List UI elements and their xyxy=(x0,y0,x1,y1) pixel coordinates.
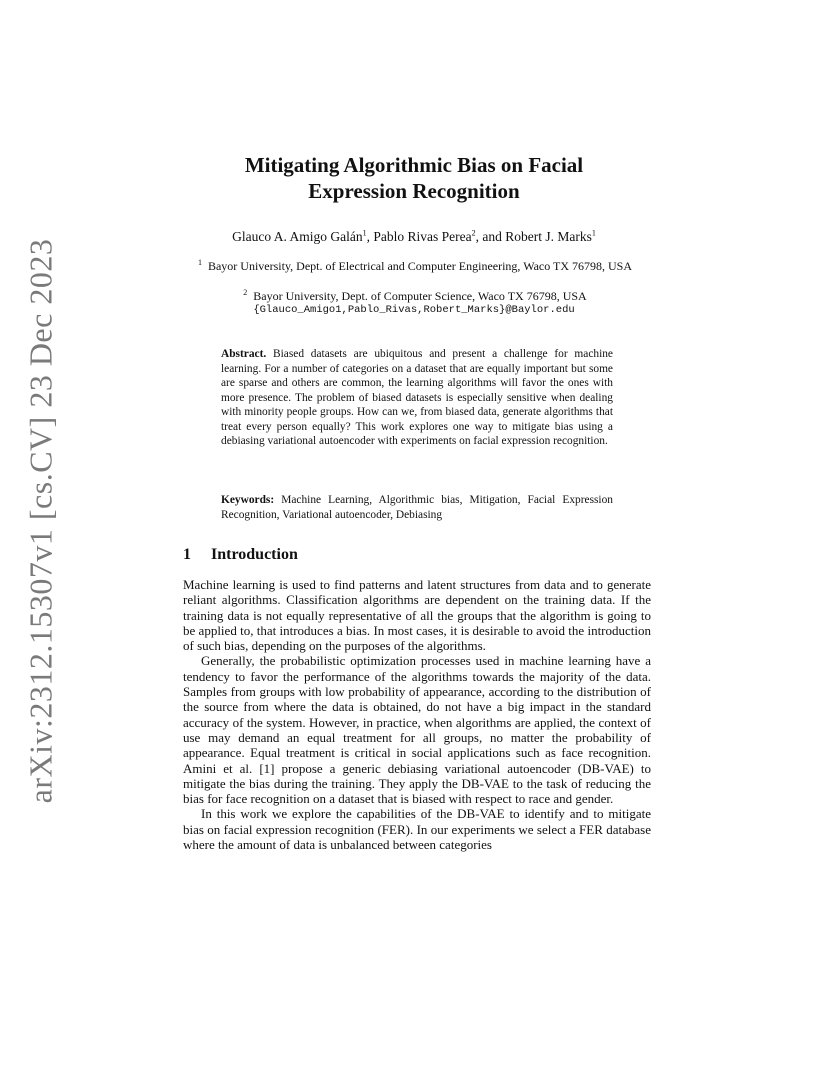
author-affiliation-mark: 1 xyxy=(362,228,367,238)
paragraph: Generally, the probabilistic optimization processes used in machine learning have a tendency to favor the performance of the algorithms towards the majority of the data. Samples from groups with low probability of appearance, according to the distribution of the source from where the data is obtained, do not have a big impact in the standard accuracy of the system. However, in practice, when algorithms are applied, the context of use may demand an equal treatment for all groups, no matter the probability of appearance. Equal treatment is critical in social applications such as face recognition. Amini et al. [1] propose a generic debiasing variational autoencoder (DB-VAE) to mitigate the bias during the training. They apply the DB-VAE to the task of reducing the bias for face recognition on a dataset that is biased with respect to race and gender. xyxy=(183,653,651,807)
affiliation-mark: 2 xyxy=(243,288,248,297)
section-heading xyxy=(183,546,298,564)
affiliation-text: Bayor University, Dept. of Computer Science, Waco TX 76798, USA xyxy=(253,289,587,303)
keywords-label: Keywords: xyxy=(221,494,275,506)
abstract-text: Biased datasets are ubiquitous and present a challenge for machine learning. For a number of categories on a dataset that are equally important but some are sparse and others are common, the learning algorithms will favor the ones with more presence. The problem of biased datasets is especially sensitive when dealing with minority people groups. How can we, from biased data, generate algorithms that treat every person equally? This work explores one way to mitigate bias using a debiasing variational autoencoder with experiments on facial expression recognition. xyxy=(221,348,613,447)
affiliation-2 xyxy=(180,289,650,304)
arxiv-identifier: arXiv:2312.15307v1 [cs.CV] 23 Dec 2023 xyxy=(22,238,59,804)
author-name: Robert J. Marks xyxy=(505,229,592,244)
author-affiliation-mark: 2 xyxy=(471,228,476,238)
keywords-text: Machine Learning, Algorithmic bias, Mitigation, Facial Expression Recognition, Variational autoencoder, Debiasing xyxy=(221,494,613,521)
author-separator: , xyxy=(366,229,374,244)
author-list xyxy=(0,229,828,245)
author-name: Glauco A. Amigo Galán xyxy=(232,229,363,244)
author-emails: {Glauco_Amigo1,Pablo_Rivas,Robert_Marks}@Baylor.edu xyxy=(253,304,575,316)
paragraph: Machine learning is used to find patterns and latent structures from data and to generate reliant algorithms. Classification algorithms are dependent on the training data. If the training data is not equally representative of all the groups that the algorithm is going to be applied to, that introduces a bias. In most cases, it is desirable to avoid the introduction of such bias, depending on the purposes of the algorithms. xyxy=(183,577,651,654)
section-body xyxy=(183,577,651,852)
paragraph: In this work we explore the capabilities of the DB-VAE to identify and to mitigate bias on facial expression recognition (FER). In our experiments we select a FER database where the amount of data is unbalanced between categories xyxy=(183,806,651,853)
abstract-label: Abstract. xyxy=(221,348,267,360)
author-name: Pablo Rivas Perea xyxy=(373,229,472,244)
affiliation-1 xyxy=(180,259,650,274)
section-number: 1 xyxy=(183,546,191,563)
title-line-1: Mitigating Algorithmic Bias on Facial xyxy=(244,153,584,177)
abstract xyxy=(221,347,613,449)
paper-title xyxy=(0,152,828,204)
affiliation-mark: 1 xyxy=(197,258,202,267)
title-line-2: Expression Recognition xyxy=(308,179,520,203)
affiliation-text: Bayor University, Dept. of Electrical and Computer Engineering, Waco TX 76798, USA xyxy=(207,259,633,273)
author-separator: , and xyxy=(475,229,506,244)
author-affiliation-mark: 1 xyxy=(591,228,596,238)
section-title: Introduction xyxy=(211,546,298,563)
keywords xyxy=(221,493,613,522)
